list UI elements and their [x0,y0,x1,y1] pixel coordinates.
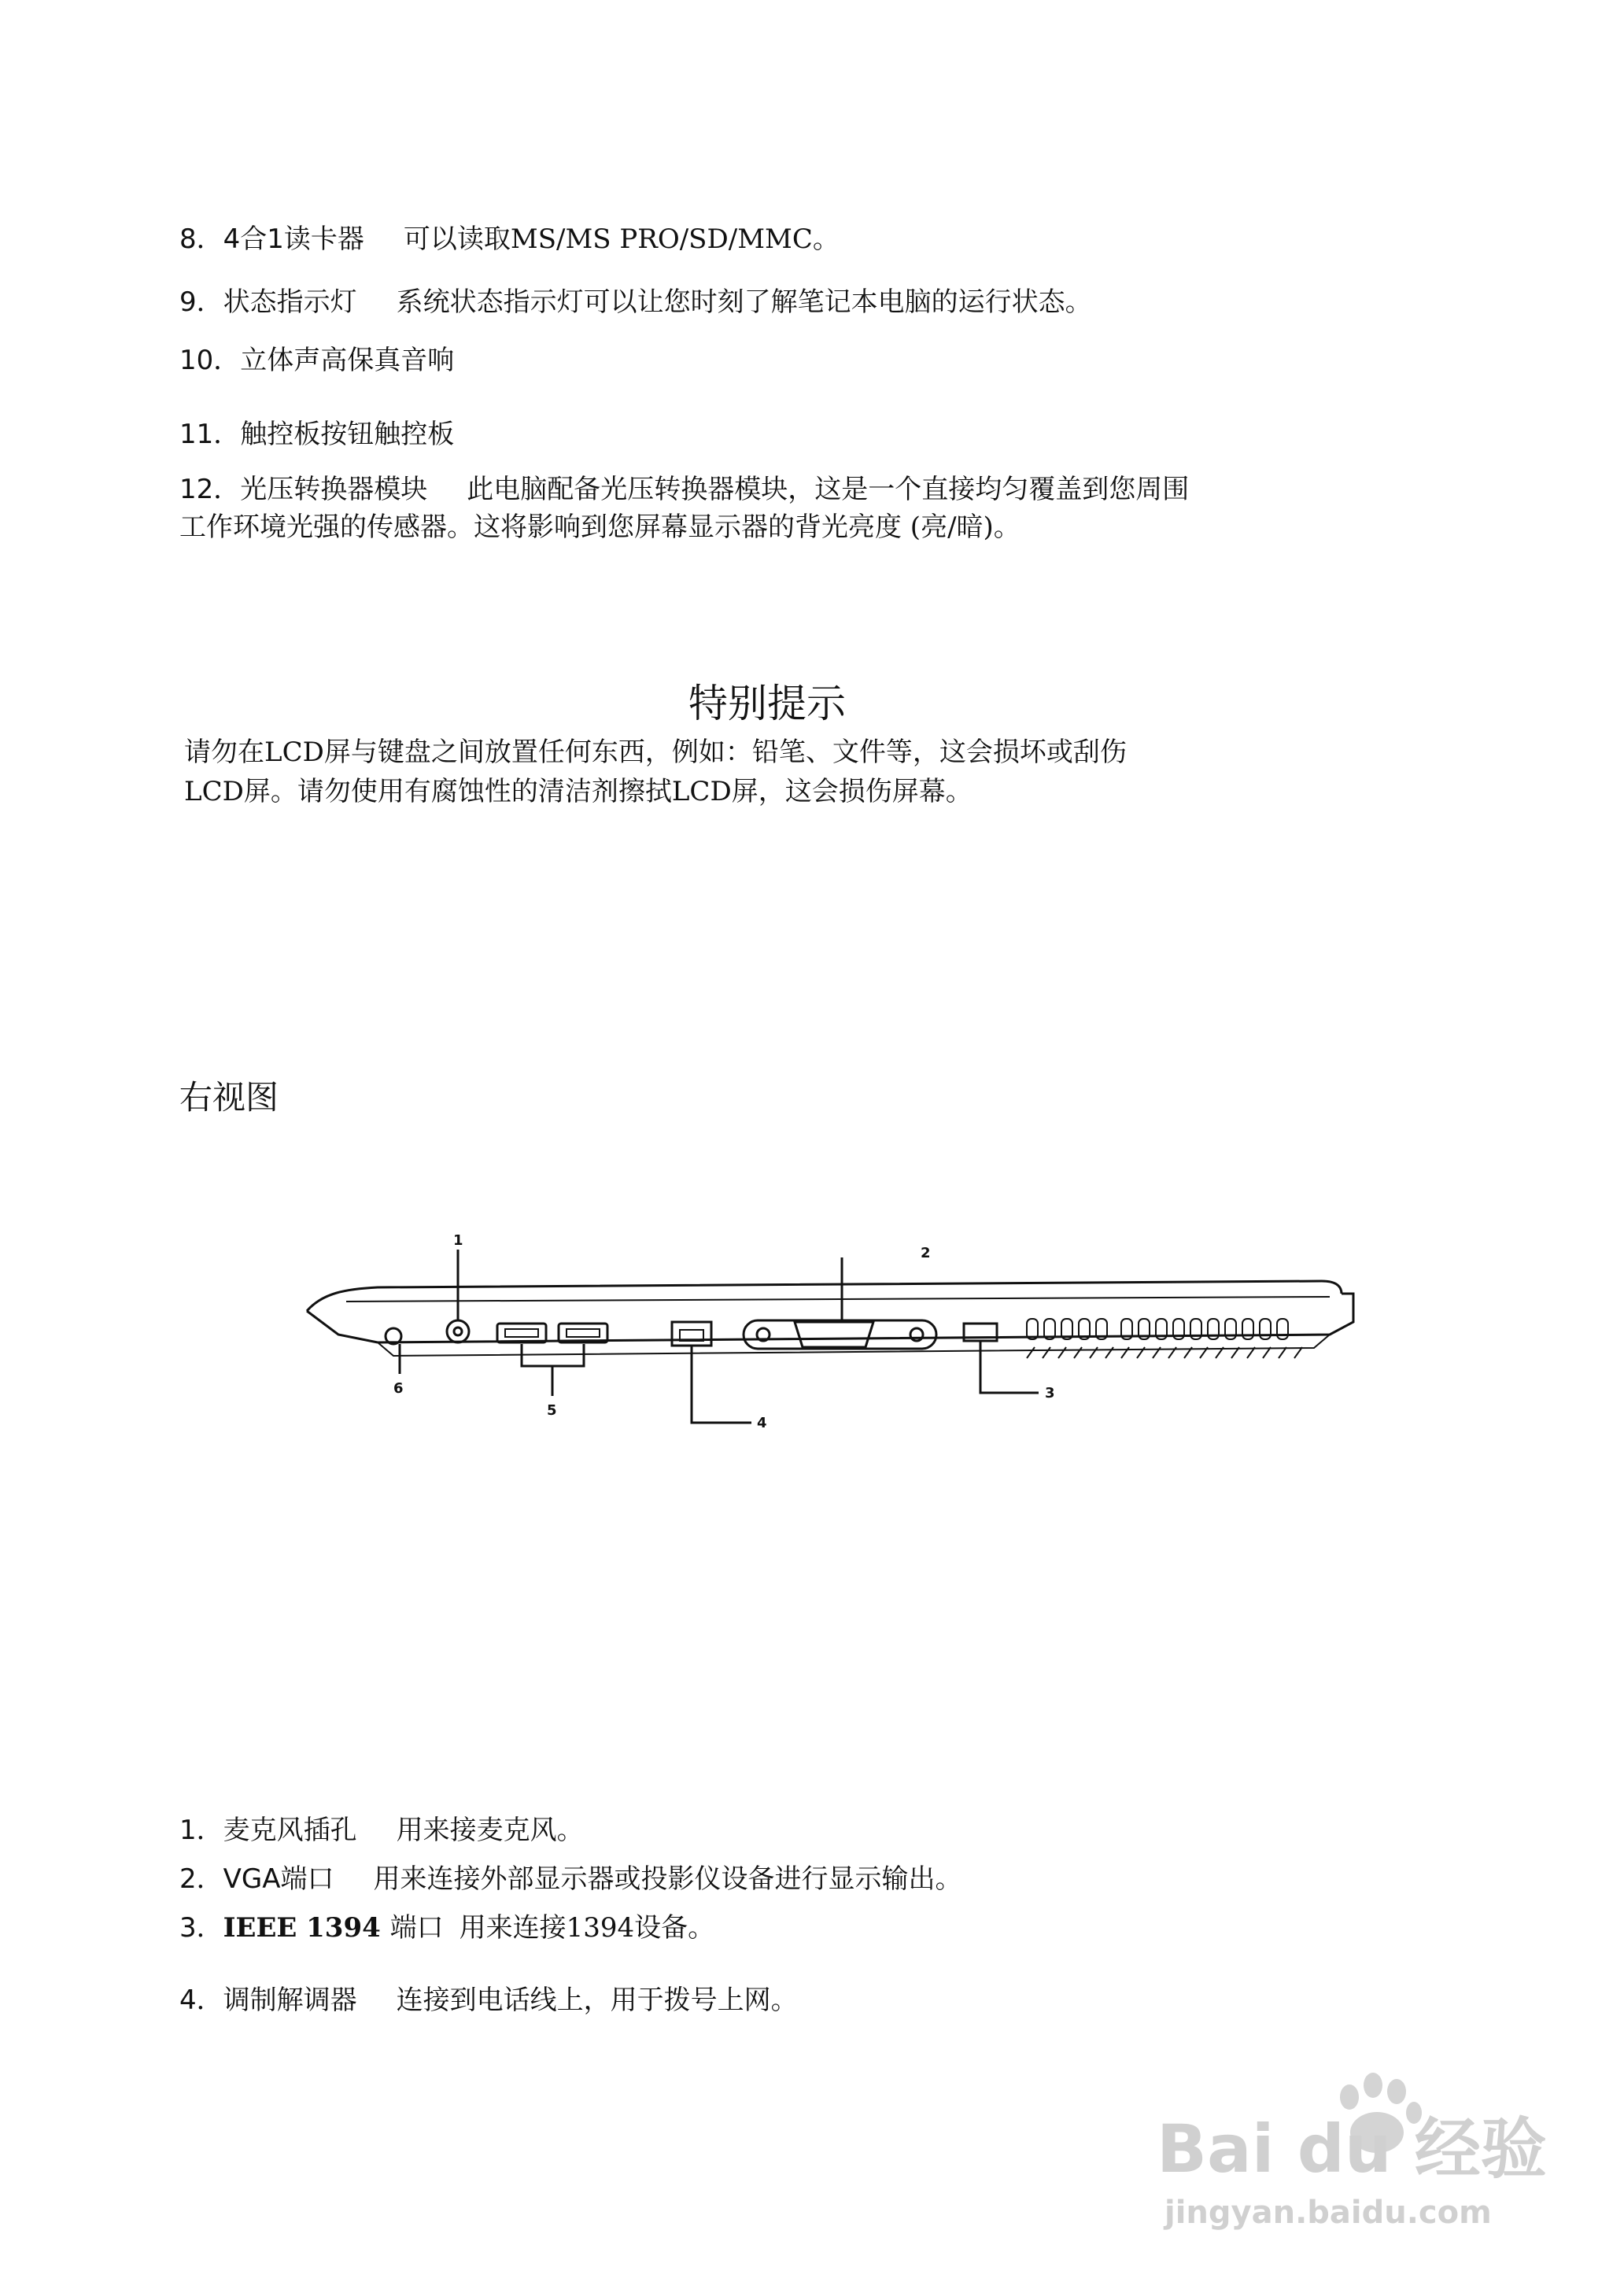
feature-item-12 [179,472,1189,507]
port-desc: 连接到电话线上，用于拨号上网。 [396,1985,798,2016]
feature-desc: 工作环境光强的传感器。这将影响到您屏幕显示器的背光亮度 (亮/暗)。 [179,511,1021,543]
feature-desc: 此电脑配备光压转换器模块，这是一个直接均匀覆盖到您周围 [467,474,1190,505]
port-item-2 [179,1862,962,1896]
notice-line-1: 请勿在LCD屏与键盘之间放置任何东西，例如：铅笔、文件等，这会损坏或刮伤 [184,737,1127,768]
notice-title: 特别提示 [688,681,846,726]
port-term: 1．麦克风插孔 [179,1815,357,1846]
port-item-4 [179,1983,798,2018]
callout-label: 6 [393,1380,404,1397]
section-heading: 右视图 [179,1078,279,1117]
baidu-watermark [1149,2054,1558,2235]
port-desc: 用来连接外部显示器或投影仪设备进行显示输出。 [373,1863,962,1895]
feature-item-12-cont [179,510,1021,545]
watermark-url: jingyan.baidu.com [1164,2195,1492,2231]
port-num: 3． [179,1912,223,1944]
port-item-3 [179,1911,714,1945]
port-term-bold: IEEE 1394 [223,1912,390,1944]
feature-term: 10．立体声高保真音响 [179,345,455,376]
right-view-diagram [291,1218,1377,1454]
watermark-brand: Bai du 经验 [1157,2110,1547,2188]
feature-desc: 系统状态指示灯可以让您时刻了解笔记本电脑的运行状态。 [396,286,1092,318]
port-term: 2．VGA端口 [179,1863,334,1895]
notice-line-2: LCD屏。请勿使用有腐蚀性的清洁剂擦拭LCD屏，这会损伤屏幕。 [184,776,973,807]
feature-item-8 [179,222,840,257]
port-desc: 用来连接1394设备。 [459,1912,715,1944]
callout-label: 2 [921,1245,931,1261]
callout-label: 4 [757,1415,767,1431]
feature-desc: 可以读取MS/MS PRO/SD/MMC。 [403,223,840,255]
feature-term: 12．光压转换器模块 [179,474,428,505]
feature-item-9 [179,285,1092,319]
feature-item-10 [179,343,454,378]
callout-label: 3 [1045,1385,1055,1401]
callout-label: 5 [547,1402,557,1419]
port-item-1 [179,1813,584,1848]
port-desc: 用来接麦克风。 [396,1815,584,1846]
port-term: 4．调制解调器 [179,1985,357,2016]
feature-item-11 [179,417,454,452]
feature-term: 8．4合1读卡器 [179,223,364,255]
feature-term: 11．触控板按钮触控板 [179,419,455,450]
port-term: 端口 [389,1912,444,1944]
callout-label: 1 [453,1232,463,1249]
feature-term: 9．状态指示灯 [179,286,357,318]
